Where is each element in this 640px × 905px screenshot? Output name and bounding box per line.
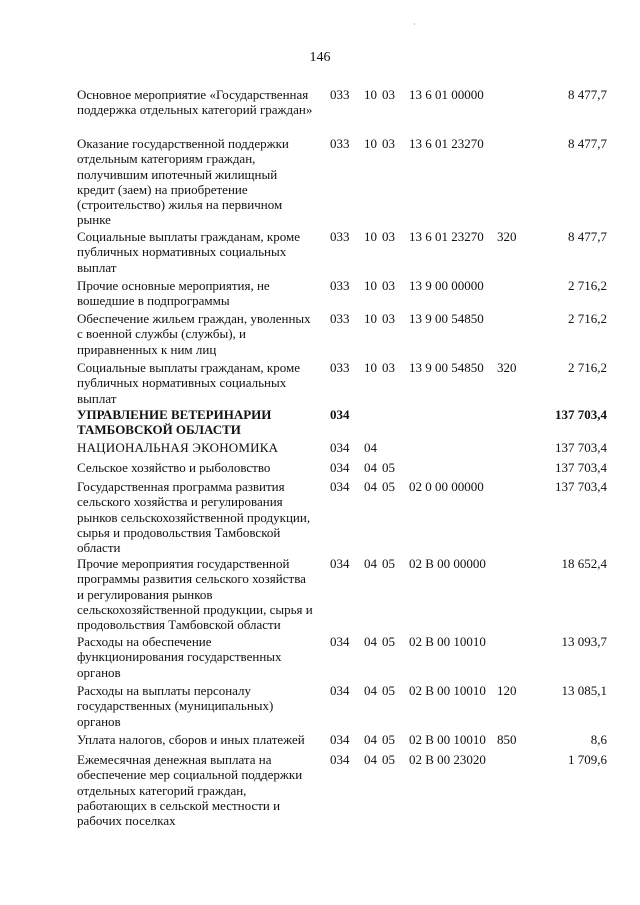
row-ved: 034: [330, 460, 350, 475]
row-sum: 2 716,2: [568, 311, 607, 326]
row-sum: 8 477,7: [568, 136, 607, 151]
row-ved: 033: [330, 229, 350, 244]
row-pr: 05: [382, 479, 395, 494]
row-rz: 04: [364, 460, 377, 475]
row-cs: 13 9 00 54850: [409, 360, 484, 375]
row-ved: 034: [330, 556, 350, 571]
row-name: Прочие основные мероприятия, не вошедшие в подпрограммы: [77, 278, 270, 309]
row-vr: 320: [497, 229, 517, 244]
row-rz: 04: [364, 732, 377, 747]
row-name: Социальные выплаты гражданам, кроме публичных нормативных социальных выплат: [77, 360, 300, 406]
row-sum: 13 093,7: [561, 634, 607, 649]
row-ved: 034: [330, 479, 350, 494]
row-cs: 02 В 00 00000: [409, 556, 486, 571]
row-name: Социальные выплаты гражданам, кроме публичных нормативных социальных выплат: [77, 229, 300, 275]
row-ved: 034: [330, 407, 350, 422]
row-name: Сельское хозяйство и рыболовство: [77, 460, 271, 475]
row-sum: 18 652,4: [561, 556, 607, 571]
row-rz: 04: [364, 440, 377, 455]
row-pr: 05: [382, 634, 395, 649]
page-mark: ·: [413, 20, 416, 29]
row-rz: 10: [364, 360, 377, 375]
row-pr: 03: [382, 87, 395, 102]
row-rz: 10: [364, 136, 377, 151]
row-pr: 05: [382, 460, 395, 475]
row-cs: 02 В 00 10010: [409, 634, 486, 649]
row-sum: 2 716,2: [568, 278, 607, 293]
row-rz: 10: [364, 87, 377, 102]
row-sum: 8 477,7: [568, 87, 607, 102]
row-rz: 04: [364, 556, 377, 571]
row-sum: 2 716,2: [568, 360, 607, 375]
row-sum: 137 703,4: [555, 460, 607, 475]
row-ved: 033: [330, 87, 350, 102]
row-cs: 13 6 01 23270: [409, 229, 484, 244]
row-sum: 1 709,6: [568, 752, 607, 767]
row-ved: 034: [330, 634, 350, 649]
row-sum: 8,6: [590, 732, 607, 747]
row-cs: 13 9 00 54850: [409, 311, 484, 326]
row-ved: 033: [330, 278, 350, 293]
row-pr: 05: [382, 732, 395, 747]
row-cs: 02 0 00 00000: [409, 479, 484, 494]
row-ved: 033: [330, 136, 350, 151]
row-name: Государственная программа развития сельского хозяйства и регулирования рынков сельскохозяйственной продукции, сырья и продовольствия Тамбовской области: [77, 479, 311, 556]
row-cs: 13 6 01 00000: [409, 87, 484, 102]
row-rz: 04: [364, 634, 377, 649]
row-cs: 02 В 00 10010: [409, 683, 486, 698]
row-name: Уплата налогов, сборов и иных платежей: [77, 732, 305, 747]
row-ved: 033: [330, 311, 350, 326]
row-name: Расходы на обеспечение функционирования государственных органов: [77, 634, 282, 680]
row-sum: 137 703,4: [555, 479, 607, 494]
row-ved: 034: [330, 683, 350, 698]
row-sum: 137 703,4: [555, 407, 607, 422]
row-cs: 13 6 01 23270: [409, 136, 484, 151]
row-pr: 03: [382, 360, 395, 375]
row-ved: 034: [330, 732, 350, 747]
row-rz: 04: [364, 752, 377, 767]
row-name: НАЦИОНАЛЬНАЯ ЭКОНОМИКА: [77, 440, 279, 455]
row-pr: 05: [382, 752, 395, 767]
row-cs: 13 9 00 00000: [409, 278, 484, 293]
row-sum: 8 477,7: [568, 229, 607, 244]
row-name: Расходы на выплаты персоналу государственных (муниципальных) органов: [77, 683, 274, 729]
row-sum: 137 703,4: [555, 440, 607, 455]
row-rz: 10: [364, 229, 377, 244]
row-name: Прочие мероприятия государственной программы развития сельского хозяйства и регулирования рынков сельскохозяйственной продукции, сырья и продовольствия Тамбовской области: [77, 556, 313, 633]
row-pr: 03: [382, 136, 395, 151]
row-cs: 02 В 00 23020: [409, 752, 486, 767]
row-cs: 02 В 00 10010: [409, 732, 486, 747]
row-rz: 10: [364, 278, 377, 293]
row-pr: 03: [382, 311, 395, 326]
row-ved: 034: [330, 752, 350, 767]
row-name: Основное мероприятие «Государственная поддержка отдельных категорий граждан»: [77, 87, 313, 118]
row-sum: 13 085,1: [561, 683, 607, 698]
row-rz: 10: [364, 311, 377, 326]
row-vr: 320: [497, 360, 517, 375]
row-ved: 034: [330, 440, 350, 455]
row-vr: 120: [497, 683, 517, 698]
row-ved: 033: [330, 360, 350, 375]
row-vr: 850: [497, 732, 517, 747]
row-pr: 05: [382, 683, 395, 698]
row-pr: 03: [382, 229, 395, 244]
row-rz: 04: [364, 479, 377, 494]
row-pr: 03: [382, 278, 395, 293]
row-name: Оказание государственной поддержки отдельным категориям граждан, получившим ипотечный жилищный кредит (заем) на приобретение (строительство) жилья на первичном рынке: [77, 136, 289, 228]
page-number: 146: [309, 50, 331, 65]
row-name: Обеспечение жильем граждан, уволенных с военной службы (службы), и приравненных к ним лиц: [77, 311, 311, 357]
row-rz: 04: [364, 683, 377, 698]
row-name: Ежемесячная денежная выплата на обеспечение мер социальной поддержки отдельных категорий граждан, работающих в сельской местности и рабочих поселках: [77, 752, 303, 829]
row-name: УПРАВЛЕНИЕ ВЕТЕРИНАРИИ ТАМБОВСКОЙ ОБЛАСТИ: [77, 407, 272, 438]
row-pr: 05: [382, 556, 395, 571]
